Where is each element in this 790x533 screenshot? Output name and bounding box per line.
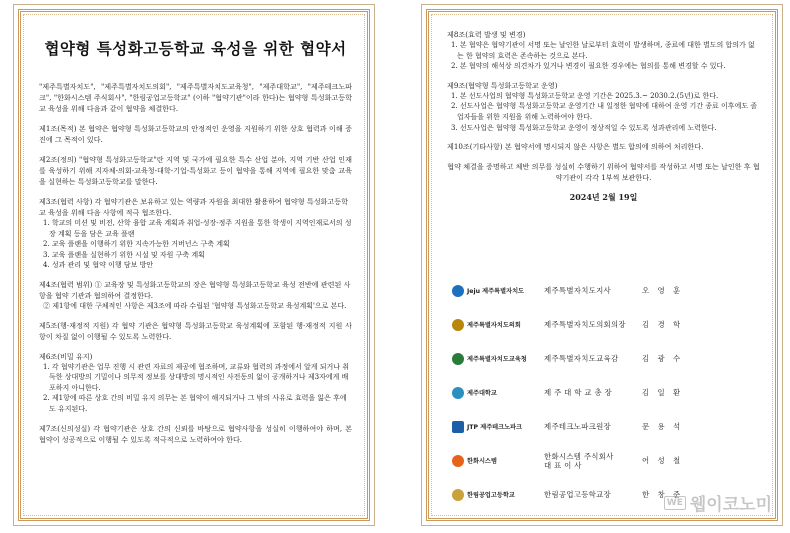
- article-3-item: 2. 교육 플랜을 이행하기 위한 지속가능한 거버넌스 구축 계획: [43, 240, 230, 249]
- watermark-text: 웹이코노미: [689, 495, 772, 515]
- hallim-technical-high-school-logo: 한림공업고등학교: [452, 487, 530, 503]
- emblem-icon: [452, 489, 464, 501]
- article-1: 제1조(목적) 본 협약은 협약형 특성화고등학교의 안정적인 운영을 지원하기 위한 상호 협력과 이해 증진에 그 목적이 있다.: [39, 124, 352, 144]
- article-10: 제10조(기타사항) 본 협약서에 명시되지 않은 사항은 별도 합의에 의하여 처리한다.: [447, 142, 704, 152]
- signatory-row: [452, 345, 762, 372]
- article-9-item: 3. 선도사업은 협약형 특성화고등학교 운영이 정상적일 수 있도록 성과관리에 노력한다.: [451, 123, 717, 132]
- article-9-head: 제9조(협약형 특성화고등학교 운영): [447, 80, 558, 90]
- hanwha-systems-logo: 한화시스템: [452, 453, 530, 469]
- signatory-name: 어 성 철: [642, 456, 684, 465]
- article-9: [447, 80, 760, 133]
- emblem-icon: [452, 319, 464, 331]
- article-2: 제2조(정의) "협약형 특성화고등학교"란 지역 및 국가에 필요한 특수 산업 분야, 지역 기반 산업 인재를 육성하기 위해 지자체-의회-교육청-대학-기업-특성화고 등이 협약을 통해 지역에 필요한 맞춤 교육을 실현하는 특성화고등학교를 말한다.: [39, 155, 352, 186]
- article-6: [39, 351, 352, 415]
- closing-statement: 협약 체결을 증명하고 체반 의무를 성실히 수행하기 위하여 협약서를 작성하고 서명 또는 날인한 후 협약기관이 각각 1부씩 보관한다.: [447, 162, 760, 183]
- article-3-item: 3. 교육 플랜을 실현하기 위한 시설 및 자원 구축 계획: [43, 250, 205, 259]
- agreement-page-2: [421, 4, 783, 526]
- page-1-content: [39, 27, 352, 454]
- signatory-name: 김 경 학: [642, 320, 684, 329]
- article-4: [39, 279, 352, 312]
- signatory-name: 한 창 준: [642, 490, 684, 499]
- page-2-content: [447, 29, 760, 217]
- emblem-icon: [452, 387, 464, 399]
- article-4-head: 제4조(협력 범위) ① 교육장 및 특성화고등학교의 장은 협약형 특성화고등학교 육성 전반에 관련된 사항을 협약 기관과 협의하여 결정한다.: [39, 279, 351, 300]
- signatory-role: 제 주 대 학 교 총 장: [544, 388, 612, 397]
- signatory-row: [452, 277, 762, 304]
- signatory-role: 제주테크노파크원장: [544, 422, 611, 431]
- article-9-item: 1. 본 선도사업의 협약형 특성화고등학교 운영 기간은 2025.3.~ 2030.2.(5년)로 한다.: [451, 91, 719, 100]
- signatory-role: 한림공업고등학교장: [544, 490, 611, 499]
- article-7: 제7조(신의성실) 각 협약기관은 상호 간의 신뢰를 바탕으로 협약사항을 성실히 이행하여야 하며, 본 협약이 성공적으로 이행될 수 있도록 적극적으로 노력하여야 한다.: [39, 423, 352, 444]
- article-3-item: 4. 성과 관리 및 협약 이행 담보 방안: [43, 261, 154, 270]
- jeju-province-logo: Jeju 제주특별자치도: [452, 283, 530, 299]
- signatory-row: [452, 447, 762, 474]
- signatory-row: [452, 379, 762, 406]
- emblem-icon: [452, 455, 464, 467]
- jeju-university-logo: 제주대학교: [452, 385, 530, 401]
- emblem-icon: [452, 353, 464, 365]
- article-9-item: 2. 선도사업은 협약형 특성화고등학교 운영기간 내 일정한 협약에 대하여 운영 기간 종료 이후에도 졸업자들을 위한 지원을 위해 노력하여야 한다.: [451, 102, 758, 121]
- article-8-head: 제8조(효력 발생 및 변경): [447, 30, 526, 39]
- article-6-head: 제6조(비밀 유지): [39, 351, 93, 361]
- signatory-role: 제주특별자치도교육감: [544, 354, 619, 363]
- article-3-item: 1. 학교의 미션 및 비전, 산학 융합 교육 계획과 취업-성장-정주 지원을 통한 학생이 지역인재로서의 성장 계획 등을 담은 교육 플랜: [43, 219, 352, 238]
- jeju-education-office-logo: 제주특별자치도교육청: [452, 351, 530, 367]
- agreement-page-1: [13, 4, 375, 526]
- article-8: [447, 29, 760, 72]
- article-4-item: ② 제1항에 대한 구체적인 사항은 제3조에 따라 수립된 '협약형 특성화고등학교 육성계획'으로 본다.: [43, 301, 347, 310]
- signatory-name: 김 일 환: [642, 388, 684, 397]
- jeju-council-logo: 제주특별자치도의회: [452, 317, 530, 333]
- signatory-row: [452, 311, 762, 338]
- signatory-name: 오 영 훈: [642, 286, 684, 295]
- signatory-row: [452, 413, 762, 440]
- article-3: [39, 196, 352, 271]
- article-6-item: 2. 제1항에 따른 상호 간의 비밀 유지 의무는 본 협약이 해지되거나 그 밖의 사유로 효력을 잃은 후에도 유지된다.: [43, 394, 347, 413]
- watermark-badge: WE: [664, 496, 686, 510]
- signatory-role: 한화시스템 주식회사 대 표 이 사: [544, 451, 614, 470]
- intro-paragraph: "제주특별자치도", "제주특별자치도의회", "제주특별자치도교육청", "제주대학교", "제주테크노파크", "한화시스템 주식회사", "한림공업고등학교" (이하 "협약기관"이라 한다)는 협약형 특성화고등학교 육성을 위해 다음과 같이 협약을 체결한다.: [39, 82, 352, 113]
- article-6-item: 1. 각 협약기관은 업무 진행 시 관련 자료의 제공에 협조하며, 교류와 협력의 과정에서 알게 되거나 취득한 상대방의 기밀이나 의무적 정보를 상대방의 명시적인 사전동의 없이 공개하거나 제3자에게 배포하지 아니한다.: [43, 362, 349, 392]
- article-5: 제5조(행·재정적 지원) 각 협약 기관은 협약형 특성화고등학교 육성계획에 포함된 행·재정적 지원 사항이 차질 없이 이행될 수 있도록 노력한다.: [39, 320, 352, 341]
- signing-date: 2024년 2월 19일: [569, 192, 638, 203]
- agreement-title: 협약형 특성화고등학교 육성을 위한 협약서: [44, 40, 347, 58]
- article-8-item: 2. 본 협약의 해석상 의견차가 있거나 변경이 필요한 경우에는 협의를 통해 변경할 수 있다.: [451, 62, 726, 71]
- article-3-head: 제3조(협력 사항) 각 협약기관은 보유하고 있는 역량과 자원을 최대한 활용하여 협약형 특성화고등학교 육성을 위해 다음 사항에 적극 협조한다.: [39, 197, 348, 217]
- emblem-icon: [452, 285, 464, 297]
- signatory-role: 제주특별자치도의회의장: [544, 320, 626, 329]
- signatory-name: 김 광 수: [642, 354, 684, 363]
- jeju-technopark-logo: JTP 제주테크노파크: [452, 419, 530, 435]
- emblem-icon: [452, 421, 464, 433]
- publisher-watermark: [664, 490, 772, 515]
- signatory-name: 문 용 석: [642, 422, 684, 431]
- article-8-item: 1. 본 협약은 협약기관이 서명 또는 날인한 날로부터 효력이 발생하며, 종료에 대한 별도의 합의가 없는 한 협약의 효력은 존속하는 것으로 본다.: [451, 41, 755, 60]
- signatory-role: 제주특별자치도지사: [544, 286, 611, 295]
